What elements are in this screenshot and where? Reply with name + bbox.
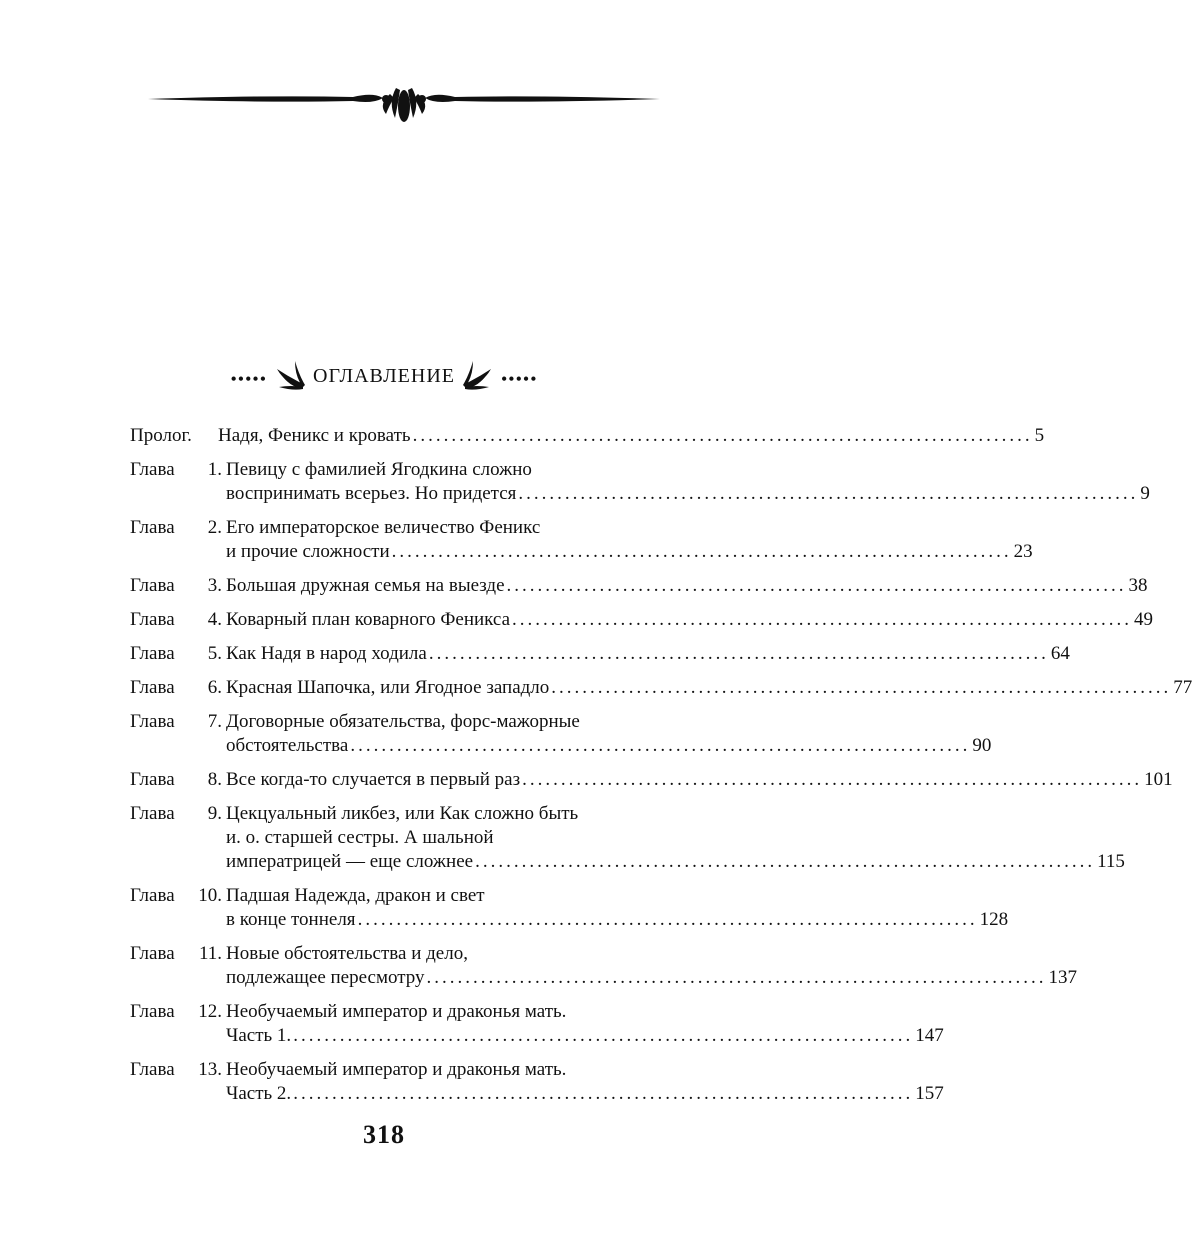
toc-entry-number: 8. bbox=[207, 769, 222, 790]
toc-entry-title-text: Коварный план коварного Феникса bbox=[226, 609, 511, 630]
toc-entry bbox=[130, 1058, 944, 1106]
toc-entry bbox=[130, 884, 1009, 932]
toc-entry-title bbox=[226, 710, 992, 758]
toc-entry bbox=[130, 424, 1045, 448]
toc-entry bbox=[130, 802, 1125, 874]
toc-entry-title-line bbox=[226, 908, 1009, 932]
toc-entry-title-line bbox=[226, 734, 992, 758]
toc-entry-title-line: Необучаемый император и драконья мать. bbox=[226, 1059, 567, 1080]
toc-entry-title-text: и прочие сложности bbox=[226, 541, 390, 562]
toc-entry-title-text: Часть 2. bbox=[226, 1083, 292, 1104]
toc-entry-title bbox=[226, 516, 1033, 564]
toc-entry-label: Глава bbox=[130, 769, 175, 790]
title-dots-left: ••••• bbox=[230, 369, 267, 389]
toc-entry-title bbox=[226, 942, 1078, 990]
toc-entry-title bbox=[226, 458, 1150, 506]
toc-entry-page: 23 bbox=[1013, 541, 1033, 562]
toc-entry-title-line bbox=[226, 482, 1150, 506]
toc-entry bbox=[130, 710, 992, 758]
toc-entry-page: 64 bbox=[1050, 643, 1070, 664]
toc-entry-title-line bbox=[226, 1082, 944, 1106]
toc-entry-title bbox=[226, 1000, 944, 1048]
toc-entry-title-text: Как Надя в народ ходила bbox=[226, 643, 427, 664]
toc-entry-title bbox=[226, 884, 1009, 932]
toc-entry-label: Глава bbox=[130, 517, 175, 538]
dot-leader: ................................................................................ bbox=[391, 541, 1012, 562]
toc-entry-title-line: и. о. старшей сестры. А шальной bbox=[226, 827, 494, 848]
toc-entry-title bbox=[226, 642, 1070, 666]
toc-entry-label: Глава bbox=[130, 1001, 175, 1022]
dot-leader: ................................................................................ bbox=[357, 909, 978, 930]
title-ornament-left-icon bbox=[273, 357, 307, 391]
dot-leader: ................................................................................ bbox=[506, 575, 1127, 596]
toc-entry-title bbox=[226, 676, 1192, 700]
toc-entry bbox=[130, 942, 1078, 990]
toc-entry-page: 101 bbox=[1144, 769, 1173, 790]
page-number: 318 bbox=[363, 1120, 405, 1149]
toc-entry-label: Глава bbox=[130, 711, 175, 732]
table-of-contents bbox=[130, 424, 1192, 1116]
toc-entry-number: 6. bbox=[207, 677, 222, 698]
toc-entry-page: 157 bbox=[915, 1083, 944, 1104]
toc-entry bbox=[130, 574, 1148, 598]
toc-entry-page: 9 bbox=[1140, 483, 1150, 504]
toc-entry-title-text: Часть 1. bbox=[226, 1025, 292, 1046]
toc-entry bbox=[130, 608, 1154, 632]
dot-leader: ................................................................................ bbox=[512, 609, 1133, 630]
dot-leader: ................................................................................ bbox=[293, 1083, 914, 1104]
toc-entry-page: 77 bbox=[1173, 677, 1192, 698]
toc-entry-title-text: воспринимать всерьез. Но придется bbox=[226, 483, 517, 504]
toc-entry-label: Глава bbox=[130, 575, 175, 596]
toc-entry-title-line: Новые обстоятельства и дело, bbox=[226, 943, 468, 964]
toc-entry-label: Глава bbox=[130, 803, 175, 824]
toc-entry-number: 10. bbox=[198, 885, 222, 906]
toc-entry-title bbox=[226, 1058, 944, 1106]
dot-leader: ................................................................................ bbox=[412, 425, 1033, 446]
dot-leader: ................................................................................ bbox=[293, 1025, 914, 1046]
toc-entry-title-line bbox=[226, 608, 1154, 632]
toc-entry-title bbox=[218, 424, 1045, 448]
toc-entry-title-text: Большая дружная семья на выезде bbox=[226, 575, 505, 596]
toc-entry-number: 7. bbox=[207, 711, 222, 732]
toc-entry-label: Глава bbox=[130, 643, 175, 664]
dot-leader: ................................................................................ bbox=[350, 735, 971, 756]
toc-entry bbox=[130, 1000, 944, 1048]
toc-entry-number: 2. bbox=[207, 517, 222, 538]
toc-entry-title-text: Красная Шапочка, или Ягодное западло bbox=[226, 677, 550, 698]
toc-entry bbox=[130, 676, 1192, 700]
toc-entry-number: 9. bbox=[207, 803, 222, 824]
toc-entry-page: 137 bbox=[1048, 967, 1078, 988]
toc-entry-title-line bbox=[226, 850, 1125, 874]
toc-entry-number: 12. bbox=[198, 1001, 222, 1022]
toc-entry-number: 13. bbox=[198, 1059, 222, 1080]
toc-entry-title-line bbox=[226, 1024, 944, 1048]
toc-entry-title-text: императрицей — еще сложнее bbox=[226, 851, 474, 872]
toc-entry-title-line bbox=[226, 676, 1192, 700]
toc-entry-label: Глава bbox=[130, 943, 175, 964]
toc-entry-title-text: подлежащее пересмотру bbox=[226, 967, 425, 988]
dot-leader: ................................................................................ bbox=[428, 643, 1049, 664]
toc-entry-label: Глава bbox=[130, 609, 175, 630]
toc-entry-title-line bbox=[226, 574, 1148, 598]
toc-entry-title-line: Необучаемый император и драконья мать. bbox=[226, 1001, 567, 1022]
toc-entry-page: 5 bbox=[1034, 425, 1045, 446]
toc-entry-page: 115 bbox=[1097, 851, 1125, 872]
toc-entry-title-text: Надя, Феникс и кровать bbox=[218, 425, 411, 446]
toc-entry-title-line: Падшая Надежда, дракон и свет bbox=[226, 885, 485, 906]
toc-entry bbox=[130, 516, 1033, 564]
toc-entry-label: Глава bbox=[130, 1059, 175, 1080]
toc-entry-title-line: Певицу с фамилией Ягодкина сложно bbox=[226, 459, 532, 480]
toc-entry-number: 3. bbox=[207, 575, 222, 596]
toc-entry-number: 4. bbox=[207, 609, 222, 630]
toc-entry-title-line bbox=[226, 966, 1078, 990]
toc-entry-title-line bbox=[226, 540, 1033, 564]
toc-entry-title-line bbox=[226, 768, 1173, 792]
toc-entry-page: 90 bbox=[972, 735, 992, 756]
dot-leader: ................................................................................ bbox=[475, 851, 1096, 872]
toc-entry-title bbox=[226, 802, 1125, 874]
toc-entry-label: Глава bbox=[130, 459, 175, 480]
toc-entry bbox=[130, 642, 1070, 666]
toc-entry-title-text: в конце тоннеля bbox=[226, 909, 356, 930]
toc-entry-page: 147 bbox=[915, 1025, 944, 1046]
toc-entry-page: 49 bbox=[1134, 609, 1154, 630]
toc-title-row bbox=[0, 352, 768, 396]
toc-entry-title-line bbox=[218, 424, 1045, 448]
toc-entry-label: Глава bbox=[130, 885, 175, 906]
toc-entry bbox=[130, 458, 1150, 506]
toc-entry-title-line: Его императорское величество Феникс bbox=[226, 517, 541, 538]
toc-entry-title-line: Договорные обязательства, форс-мажорные bbox=[226, 711, 580, 732]
toc-entry-title-line bbox=[226, 642, 1070, 666]
title-dots-right: ••••• bbox=[500, 369, 538, 389]
toc-entry-label: Глава bbox=[130, 677, 175, 698]
toc-entry-title bbox=[226, 608, 1154, 632]
toc-title: оглавление bbox=[313, 358, 455, 389]
dot-leader: ................................................................................ bbox=[518, 483, 1139, 504]
toc-entry-title-line: Цекцуальный ликбез, или Как сложно быть bbox=[226, 803, 579, 824]
toc-entry bbox=[130, 768, 1173, 792]
toc-entry-number: 5. bbox=[207, 643, 222, 664]
toc-entry-title-text: обстоятельства bbox=[226, 735, 349, 756]
toc-entry-number: 1. bbox=[207, 459, 222, 480]
toc-entry-title bbox=[226, 574, 1148, 598]
toc-entry-title-text: Все когда-то случается в первый раз bbox=[226, 769, 521, 790]
toc-entry-page: 128 bbox=[979, 909, 1009, 930]
dot-leader: ................................................................................ bbox=[426, 967, 1047, 988]
title-ornament-right-icon bbox=[461, 357, 495, 391]
top-ornament-icon bbox=[148, 78, 660, 128]
toc-entry-number: 11. bbox=[198, 943, 222, 964]
toc-entry-page: 38 bbox=[1128, 575, 1148, 596]
dot-leader: ................................................................................ bbox=[522, 769, 1143, 790]
toc-entry-label: Пролог. bbox=[130, 425, 192, 446]
dot-leader: ................................................................................ bbox=[551, 677, 1172, 698]
toc-entry-title bbox=[226, 768, 1173, 792]
